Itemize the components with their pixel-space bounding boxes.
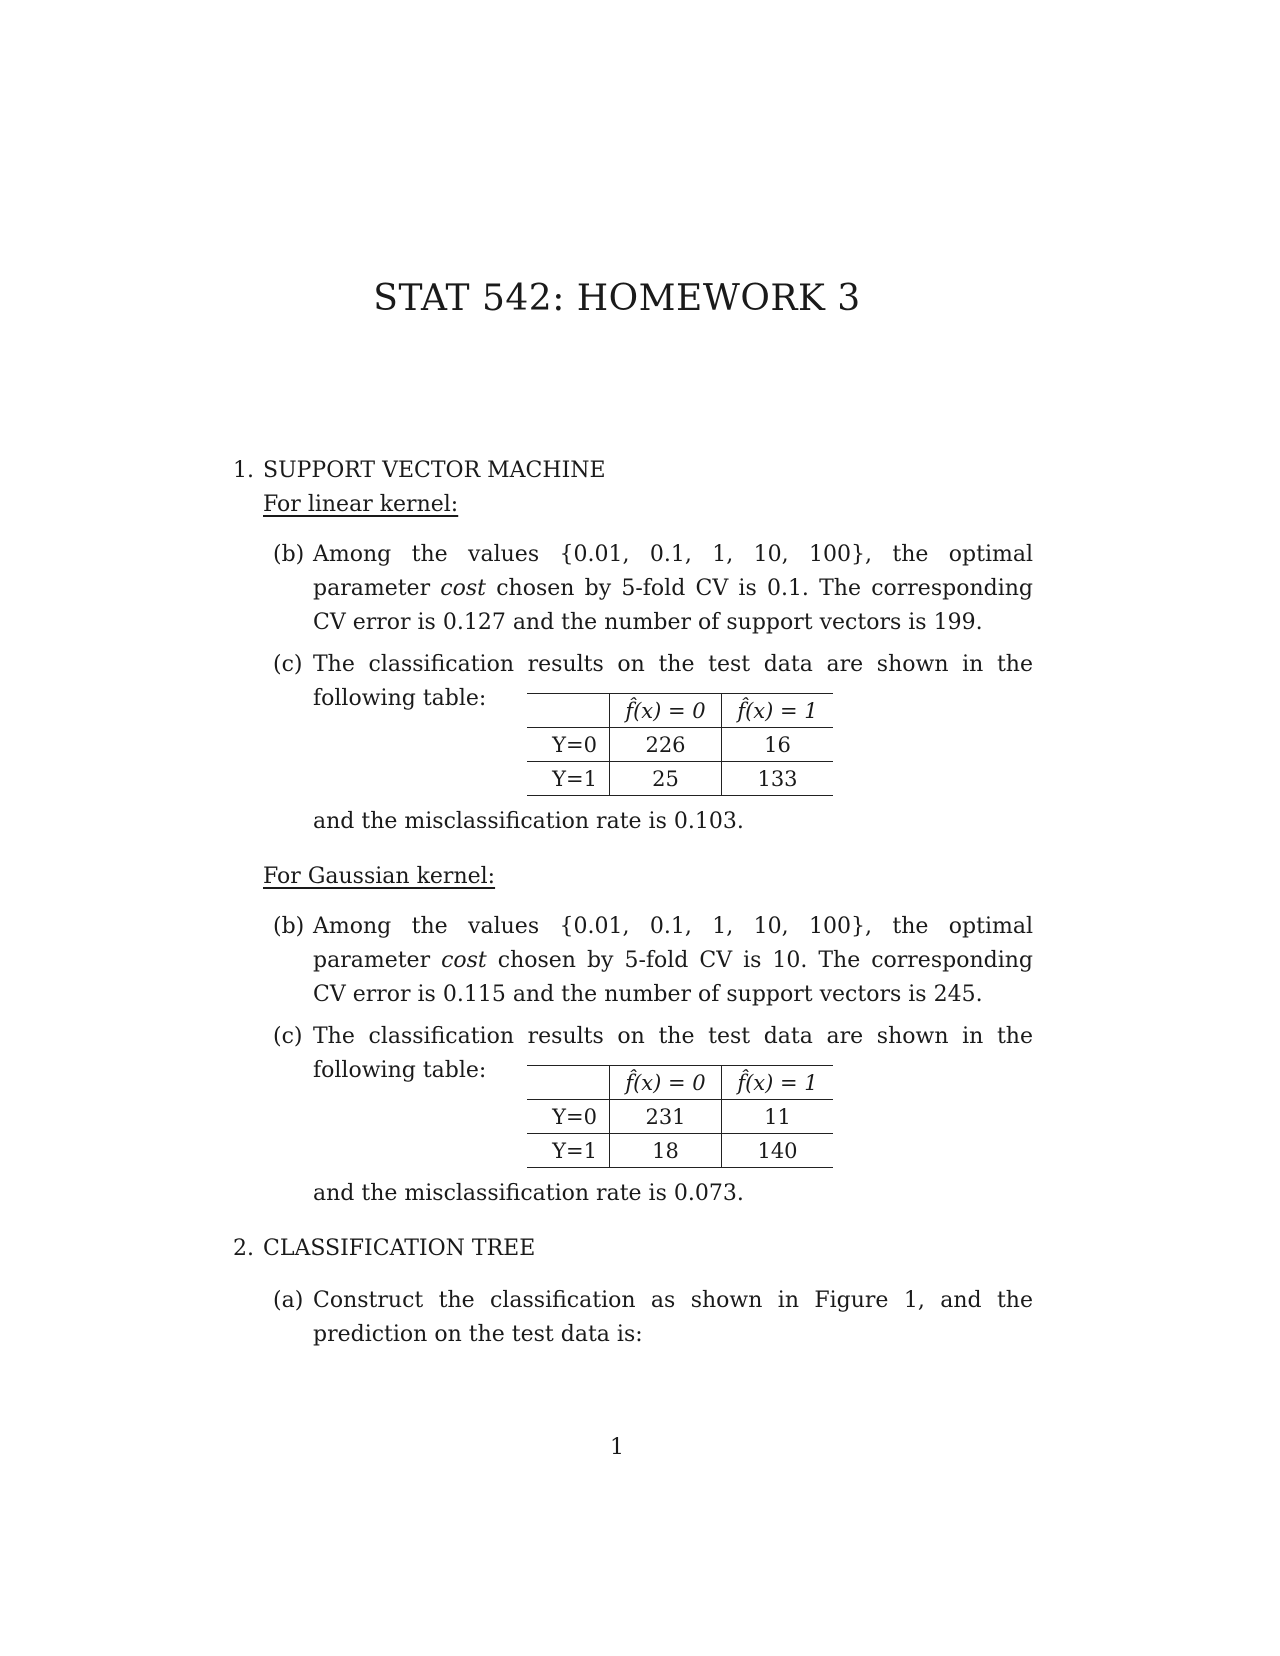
tree-item-a (273, 1284, 1033, 1352)
tree-item-a-label: (a) (273, 1288, 304, 1313)
table-row: Y=1 18 140 (527, 1134, 833, 1168)
section-2-title: CLASSIFICATION TREE (263, 1236, 536, 1261)
linear-confusion-table (527, 693, 833, 796)
linear-item-b-label: (b) (273, 542, 305, 567)
table-row: Y=0 231 11 (527, 1100, 833, 1134)
gaussian-kernel-subheading: For Gaussian kernel: (263, 864, 496, 889)
table-header-pred0: f̂(x) = 0 (610, 1066, 722, 1100)
linear-misclassification-text: and the misclassification rate is 0.103. (313, 809, 744, 834)
gaussian-misclassification-text: and the misclassification rate is 0.073. (313, 1181, 744, 1206)
table-row: Y=0 226 16 (527, 728, 833, 762)
linear-item-b (273, 538, 1033, 640)
table-header-pred1: f̂(x) = 1 (722, 694, 834, 728)
section-1-heading (233, 458, 606, 483)
table-header-corner (527, 1066, 610, 1100)
linear-kernel-subheading: For linear kernel: (263, 492, 459, 517)
gaussian-item-b-label: (b) (273, 914, 305, 939)
linear-item-b-text: Among the values {0.01, 0.1, 1, 10, 100}, the optimal parameter cost chosen by 5-fold CV is 0.1. The corresponding CV error is 0.127 and the number of support vectors is 199. (313, 542, 1033, 635)
table-row: Y=1 25 133 (527, 762, 833, 796)
table-header-pred0: f̂(x) = 0 (610, 694, 722, 728)
table-header-pred1: f̂(x) = 1 (722, 1066, 834, 1100)
linear-item-c-text: The classification results on the test data are shown in the following table: (313, 652, 1033, 711)
page-title: STAT 542: HOMEWORK 3 (373, 278, 861, 319)
gaussian-item-c-text: The classification results on the test data are shown in the following table: (313, 1024, 1033, 1083)
section-2-heading (233, 1236, 535, 1261)
tree-item-a-text: Construct the classification as shown in Figure 1, and the prediction on the test data is: (313, 1288, 1033, 1347)
linear-item-c-label: (c) (273, 652, 303, 677)
page-number: 1 (610, 1435, 624, 1460)
gaussian-item-b-text: Among the values {0.01, 0.1, 1, 10, 100}, the optimal parameter cost chosen by 5-fold CV is 10. The corresponding CV error is 0.115 and the number of support vectors is 245. (313, 914, 1033, 1007)
gaussian-item-b (273, 910, 1033, 1012)
gaussian-confusion-table (527, 1065, 833, 1168)
gaussian-item-c-label: (c) (273, 1024, 303, 1049)
table-header-corner (527, 694, 610, 728)
section-2-number: 2. (233, 1236, 254, 1261)
section-1-number: 1. (233, 458, 254, 483)
section-1-title: SUPPORT VECTOR MACHINE (263, 458, 606, 483)
